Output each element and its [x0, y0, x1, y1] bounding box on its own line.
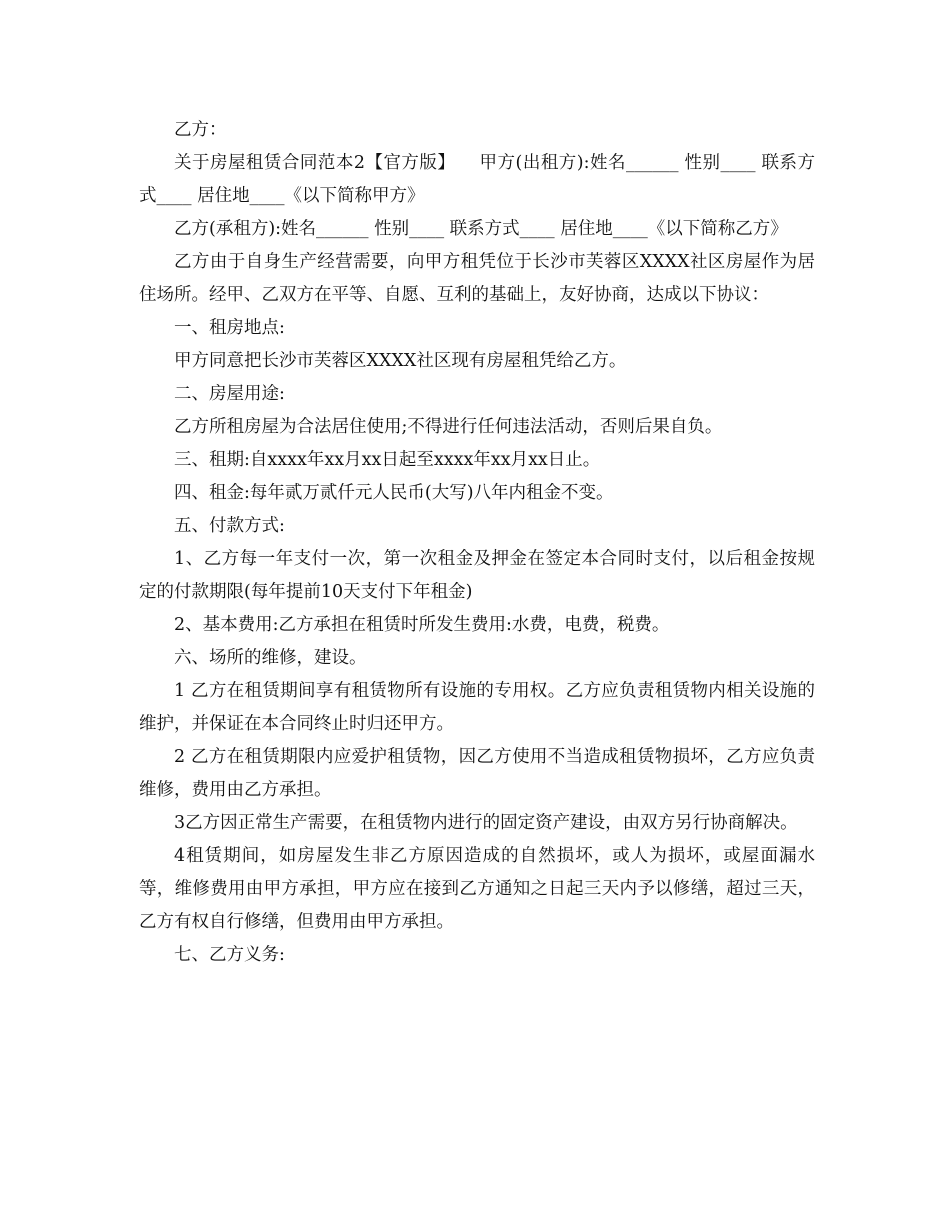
- paragraph-payment-1: 1、乙方每一年支付一次，第一次租金及押金在签定本合同时支付，以后租金按规定的付款期限(每年提前10天支付下年租金): [139, 549, 815, 602]
- paragraph-maintenance-3: 3乙方因正常生产需要，在租赁物内进行的固定资产建设，由双方另行协商解决。: [174, 813, 798, 833]
- paragraph-maintenance-2: 2 乙方在租赁期限内应爱护租赁物，因乙方使用不当造成租赁物损坏，乙方应负责维修，费用由乙方承担。: [139, 747, 815, 800]
- section-heading-obligations: 七、乙方义务:: [174, 945, 285, 965]
- section-heading-maintenance: 六、场所的维修，建设。: [174, 648, 367, 668]
- paragraph-term: 三、租期:自xxxx年xx月xx日起至xxxx年xx月xx日止。: [174, 450, 601, 470]
- paragraph-rent: 四、租金:每年贰万贰仟元人民币(大写)八年内租金不变。: [174, 483, 614, 503]
- paragraph-usage: 乙方所租房屋为合法居住使用;不得进行任何违法活动，否则后果自负。: [174, 417, 723, 437]
- paragraph-party-b-info: 乙方(承租方):姓名______ 性别____ 联系方式____ 居住地____《以下简称乙方》: [174, 219, 788, 239]
- paragraph-location: 甲方同意把长沙市芙蓉区XXXX社区现有房屋租凭给乙方。: [174, 351, 627, 371]
- paragraph-preamble: 乙方由于自身生产经营需要，向甲方租凭位于长沙市芙蓉区XXXX社区房屋作为居住场所。经甲、乙双方在平等、自愿、互利的基础上，友好协商，达成以下协议：: [139, 252, 815, 305]
- section-heading-payment: 五、付款方式:: [174, 516, 285, 536]
- paragraph-maintenance-4: 4租赁期间，如房屋发生非乙方原因造成的自然损坏，或人为损坏，或屋面漏水等，维修费用由甲方承担，甲方应在接到乙方通知之日起三天内予以修缮，超过三天，乙方有权自行修缮，但费用由甲方承担。: [139, 846, 815, 932]
- section-heading-location: 一、租房地点:: [174, 318, 285, 338]
- paragraph-payment-2: 2、基本费用:乙方承担在租赁时所发生费用:水费，电费，税费。: [174, 615, 670, 635]
- paragraph-party-b-label: 乙方：: [174, 120, 227, 140]
- section-heading-usage: 二、房屋用途:: [174, 384, 285, 404]
- paragraph-maintenance-1: 1 乙方在租赁期间享有租赁物所有设施的专用权。乙方应负责租赁物内相关设施的维护，并保证在本合同终止时归还甲方。: [139, 681, 815, 734]
- paragraph-title-and-party-a: 关于房屋租赁合同范本2【官方版】 甲方(出租方):姓名______ 性别____ 联系方式____ 居住地____《以下简称甲方》: [139, 153, 815, 206]
- contract-body: [139, 114, 815, 972]
